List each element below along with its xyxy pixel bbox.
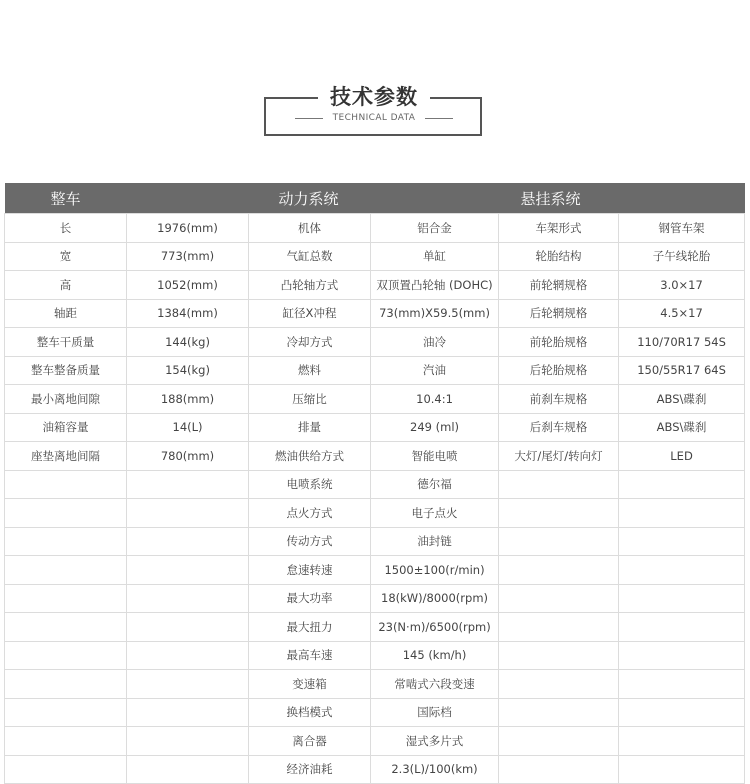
power-label-cell: 机体 xyxy=(249,214,371,243)
suspension-label-cell: 后刹车规格 xyxy=(499,413,619,442)
power-value-cell: 德尔福 xyxy=(371,470,499,499)
vehicle-value-cell xyxy=(127,613,249,642)
suspension-label-cell xyxy=(499,755,619,784)
section-title xyxy=(264,84,484,138)
power-label-cell: 冷却方式 xyxy=(249,328,371,357)
power-value-cell: 湿式多片式 xyxy=(371,727,499,756)
vehicle-value-cell xyxy=(127,527,249,556)
table-row xyxy=(5,727,745,756)
power-label-cell: 最大扭力 xyxy=(249,613,371,642)
table-row xyxy=(5,755,745,784)
table-row xyxy=(5,556,745,585)
power-value-cell: 单缸 xyxy=(371,242,499,271)
vehicle-value-cell: 14(L) xyxy=(127,413,249,442)
spec-table xyxy=(4,183,745,784)
suspension-value-cell xyxy=(619,727,745,756)
table-row xyxy=(5,499,745,528)
suspension-value-cell: 子午线轮胎 xyxy=(619,242,745,271)
suspension-label-cell xyxy=(499,670,619,699)
power-value-cell: 10.4:1 xyxy=(371,385,499,414)
page-subtitle: TECHNICAL DATA xyxy=(332,113,416,123)
suspension-value-cell: 4.5×17 xyxy=(619,299,745,328)
suspension-value-cell: 3.0×17 xyxy=(619,271,745,300)
vehicle-label-cell: 油箱容量 xyxy=(5,413,127,442)
vehicle-label-cell xyxy=(5,527,127,556)
vehicle-value-cell: 1976(mm) xyxy=(127,214,249,243)
suspension-value-cell xyxy=(619,499,745,528)
vehicle-label-cell: 宽 xyxy=(5,242,127,271)
vehicle-value-cell xyxy=(127,470,249,499)
suspension-label-cell: 后轮胎规格 xyxy=(499,356,619,385)
table-row xyxy=(5,613,745,642)
vehicle-label-cell: 长 xyxy=(5,214,127,243)
suspension-value-cell: LED xyxy=(619,442,745,471)
vehicle-value-cell: 188(mm) xyxy=(127,385,249,414)
vehicle-label-cell xyxy=(5,641,127,670)
power-label-cell: 传动方式 xyxy=(249,527,371,556)
subtitle-divider-left xyxy=(295,118,323,119)
power-label-cell: 燃料 xyxy=(249,356,371,385)
vehicle-value-cell: 1384(mm) xyxy=(127,299,249,328)
spec-table-body xyxy=(5,214,745,784)
suspension-label-cell: 轮胎结构 xyxy=(499,242,619,271)
power-label-cell: 压缩比 xyxy=(249,385,371,414)
suspension-value-cell xyxy=(619,470,745,499)
power-value-cell: 73(mm)X59.5(mm) xyxy=(371,299,499,328)
suspension-label-cell: 大灯/尾灯/转向灯 xyxy=(499,442,619,471)
suspension-value-cell: ABS\碟刹 xyxy=(619,413,745,442)
suspension-value-cell xyxy=(619,641,745,670)
vehicle-label-cell: 最小离地间隙 xyxy=(5,385,127,414)
vehicle-value-cell: 144(kg) xyxy=(127,328,249,357)
power-label-cell: 凸轮轴方式 xyxy=(249,271,371,300)
table-row xyxy=(5,271,745,300)
power-value-cell: 145 (km/h) xyxy=(371,641,499,670)
suspension-label-cell: 后轮辋规格 xyxy=(499,299,619,328)
suspension-value-cell xyxy=(619,670,745,699)
suspension-value-cell: 钢管车架 xyxy=(619,214,745,243)
power-value-cell: 23(N·m)/6500(rpm) xyxy=(371,613,499,642)
page-title: 技术参数 xyxy=(330,85,418,109)
power-value-cell: 油冷 xyxy=(371,328,499,357)
power-value-cell: 双顶置凸轮轴 (DOHC) xyxy=(371,271,499,300)
suspension-label-cell: 前轮辋规格 xyxy=(499,271,619,300)
suspension-label-cell xyxy=(499,641,619,670)
power-value-cell: 油封链 xyxy=(371,527,499,556)
vehicle-value-cell xyxy=(127,727,249,756)
power-value-cell: 249 (ml) xyxy=(371,413,499,442)
table-row xyxy=(5,328,745,357)
suspension-label-cell xyxy=(499,613,619,642)
vehicle-label-cell xyxy=(5,499,127,528)
power-label-cell: 换档模式 xyxy=(249,698,371,727)
vehicle-label-cell xyxy=(5,584,127,613)
vehicle-value-cell xyxy=(127,499,249,528)
vehicle-value-cell xyxy=(127,755,249,784)
table-row xyxy=(5,385,745,414)
power-label-cell: 离合器 xyxy=(249,727,371,756)
spec-table-header xyxy=(5,183,745,214)
power-label-cell: 点火方式 xyxy=(249,499,371,528)
suspension-label-cell: 车架形式 xyxy=(499,214,619,243)
vehicle-value-cell xyxy=(127,670,249,699)
vehicle-label-cell xyxy=(5,670,127,699)
power-value-cell: 铝合金 xyxy=(371,214,499,243)
power-label-cell: 缸径X冲程 xyxy=(249,299,371,328)
vehicle-value-cell: 154(kg) xyxy=(127,356,249,385)
table-row xyxy=(5,242,745,271)
suspension-label-cell xyxy=(499,527,619,556)
power-label-cell: 燃油供给方式 xyxy=(249,442,371,471)
power-label-cell: 怠速转速 xyxy=(249,556,371,585)
power-label-cell: 最高车速 xyxy=(249,641,371,670)
vehicle-label-cell: 整车干质量 xyxy=(5,328,127,357)
table-row xyxy=(5,584,745,613)
vehicle-value-cell: 1052(mm) xyxy=(127,271,249,300)
power-value-cell: 汽油 xyxy=(371,356,499,385)
power-label-cell: 气缸总数 xyxy=(249,242,371,271)
subtitle-divider-right xyxy=(425,118,453,119)
power-label-cell: 经济油耗 xyxy=(249,755,371,784)
vehicle-value-cell: 773(mm) xyxy=(127,242,249,271)
power-value-cell: 18(kW)/8000(rpm) xyxy=(371,584,499,613)
table-row xyxy=(5,214,745,243)
power-value-cell: 国际档 xyxy=(371,698,499,727)
header-suspension: 悬挂系统 xyxy=(499,183,745,214)
power-value-cell: 电子点火 xyxy=(371,499,499,528)
power-value-cell: 智能电喷 xyxy=(371,442,499,471)
suspension-value-cell xyxy=(619,613,745,642)
vehicle-label-cell xyxy=(5,556,127,585)
vehicle-label-cell: 座垫离地间隔 xyxy=(5,442,127,471)
vehicle-label-cell: 整车整备质量 xyxy=(5,356,127,385)
title-subtitle-row xyxy=(264,113,484,123)
power-label-cell: 电喷系统 xyxy=(249,470,371,499)
power-label-cell: 最大功率 xyxy=(249,584,371,613)
vehicle-label-cell: 轴距 xyxy=(5,299,127,328)
vehicle-value-cell xyxy=(127,584,249,613)
power-value-cell: 1500±100(r/min) xyxy=(371,556,499,585)
suspension-label-cell xyxy=(499,727,619,756)
table-row xyxy=(5,299,745,328)
power-label-cell: 排量 xyxy=(249,413,371,442)
vehicle-value-cell: 780(mm) xyxy=(127,442,249,471)
table-row xyxy=(5,527,745,556)
suspension-label-cell xyxy=(499,698,619,727)
suspension-value-cell xyxy=(619,755,745,784)
suspension-label-cell xyxy=(499,499,619,528)
vehicle-label-cell: 高 xyxy=(5,271,127,300)
table-row xyxy=(5,442,745,471)
vehicle-value-cell xyxy=(127,641,249,670)
suspension-value-cell xyxy=(619,698,745,727)
power-value-cell: 常啮式六段变速 xyxy=(371,670,499,699)
vehicle-value-cell xyxy=(127,556,249,585)
table-row xyxy=(5,641,745,670)
vehicle-label-cell xyxy=(5,755,127,784)
suspension-value-cell: 110/70R17 54S xyxy=(619,328,745,357)
vehicle-label-cell xyxy=(5,727,127,756)
table-row xyxy=(5,413,745,442)
suspension-label-cell: 前刹车规格 xyxy=(499,385,619,414)
power-value-cell: 2.3(L)/100(km) xyxy=(371,755,499,784)
vehicle-label-cell xyxy=(5,698,127,727)
suspension-value-cell: 150/55R17 64S xyxy=(619,356,745,385)
header-powertrain: 动力系统 xyxy=(249,183,499,214)
suspension-value-cell: ABS\碟刹 xyxy=(619,385,745,414)
suspension-value-cell xyxy=(619,527,745,556)
suspension-label-cell xyxy=(499,470,619,499)
header-vehicle: 整车 xyxy=(5,183,249,214)
power-label-cell: 变速箱 xyxy=(249,670,371,699)
table-row xyxy=(5,470,745,499)
suspension-value-cell xyxy=(619,584,745,613)
table-row xyxy=(5,670,745,699)
suspension-label-cell xyxy=(499,584,619,613)
table-row xyxy=(5,698,745,727)
suspension-value-cell xyxy=(619,556,745,585)
suspension-label-cell: 前轮胎规格 xyxy=(499,328,619,357)
vehicle-label-cell xyxy=(5,613,127,642)
vehicle-value-cell xyxy=(127,698,249,727)
suspension-label-cell xyxy=(499,556,619,585)
vehicle-label-cell xyxy=(5,470,127,499)
table-row xyxy=(5,356,745,385)
